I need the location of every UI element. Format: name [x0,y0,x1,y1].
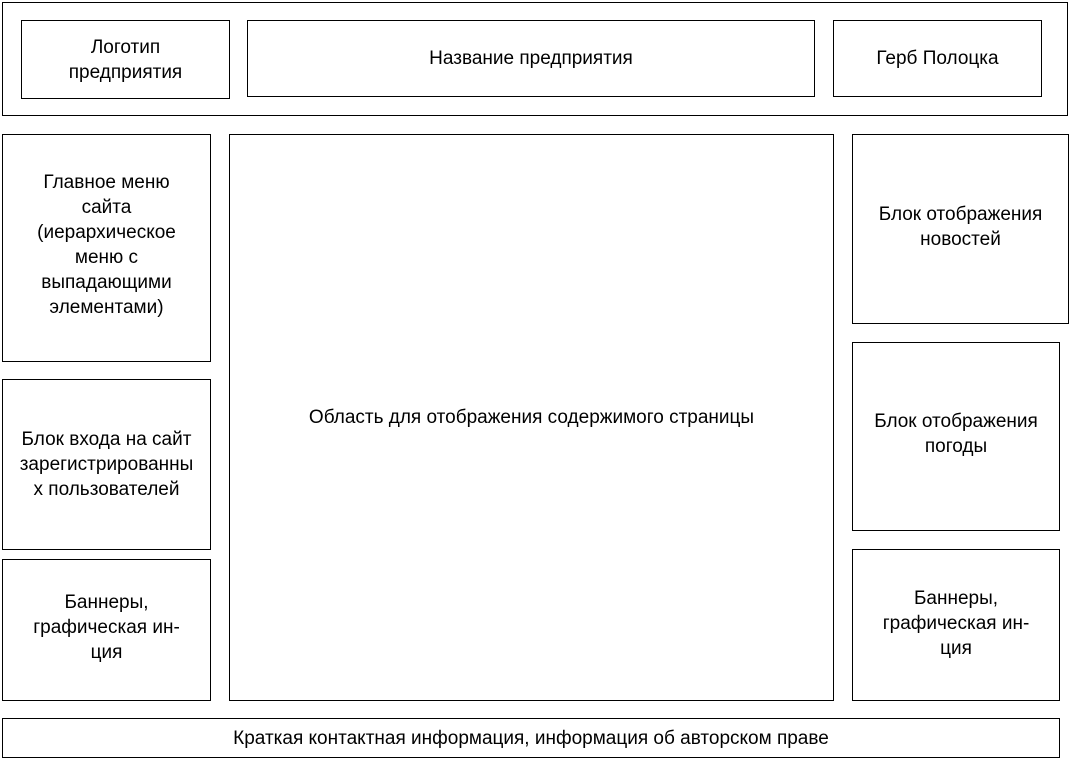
footer-box [2,718,1060,758]
content-area-label: Область для отображения содержимого страницы [308,407,755,428]
login-block-box [2,379,211,550]
coat-of-arms-label: Герб Полоцка [876,48,999,69]
login-block-label: Блок входа на сайт зарегистрированны х пользователей [19,429,194,500]
weather-block-label: Блок отображения погоды [874,411,1038,457]
main-menu-label: Главное меню сайта (иерархическое меню с выпадающими элементами) [37,172,176,318]
main-menu-box [2,134,211,362]
banners-right-box [852,549,1060,701]
coat-of-arms-box [833,20,1042,97]
banners-left-label: Баннеры, графическая ин- ция [33,592,180,663]
company-name-label: Название предприятия [429,48,633,69]
logo-box [21,20,230,99]
footer-label: Краткая контактная информация, информация об авторском праве [233,727,829,749]
banners-left-box [2,559,211,701]
news-block-label: Блок отображения новостей [878,204,1043,250]
company-name-box [247,20,815,97]
weather-block-box [852,342,1060,531]
news-block-box [852,134,1069,324]
logo-label: Логотип предприятия [68,36,183,83]
banners-right-label: Баннеры, графическая ин- ция [882,588,1030,659]
content-area-box [229,134,834,701]
